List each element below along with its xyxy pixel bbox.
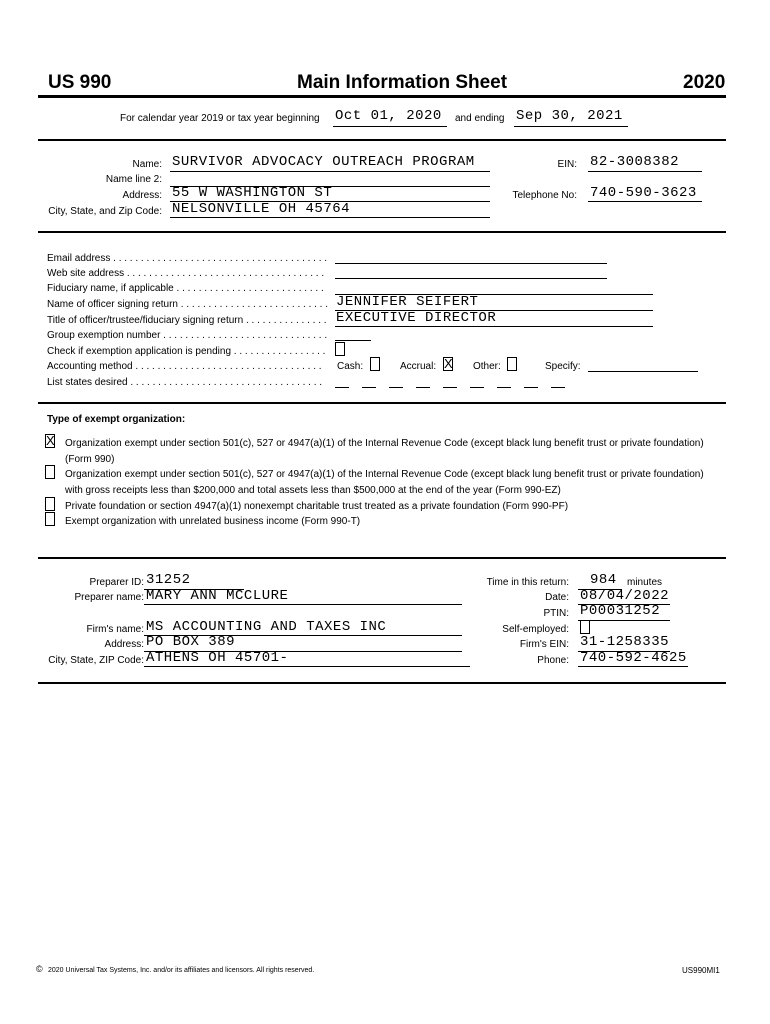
- email-label: Email address . . . . . . . . . . . . . . . . . . . . . . . . . . . . . . . . . . . . . . .: [47, 253, 328, 264]
- ptin-line: [578, 620, 670, 621]
- period-label: For calendar year 2019 or tax year beginning: [120, 113, 320, 124]
- officer-title-line: [335, 326, 653, 327]
- copyright-text: 2020 Universal Tax Systems, Inc. and/or its affiliates and licensors. All rights reserved.: [48, 967, 315, 974]
- other-label: Other:: [473, 361, 501, 372]
- state-slot-9[interactable]: [551, 387, 565, 388]
- firm-csz-label: City, State, ZIP Code:: [48, 655, 144, 666]
- officer-title[interactable]: EXECUTIVE DIRECTOR: [336, 310, 497, 326]
- firm-ein[interactable]: 31-1258335: [580, 634, 670, 650]
- preparer-id-label: Preparer ID:: [89, 577, 144, 588]
- website-label: Web site address . . . . . . . . . . . . . . . . . . . . . . . . . . . . . . . . . . . .: [47, 268, 325, 279]
- form-990ez-text: Organization exempt under section 501(c), 527 or 4947(a)(1) of the Internal Revenue Code (except black lung benefit trust or private foundation): [65, 469, 704, 480]
- state-slot-7[interactable]: [497, 387, 511, 388]
- firm-address[interactable]: PO BOX 389: [146, 634, 236, 650]
- group-exemption-line: [335, 340, 371, 341]
- org-csz[interactable]: NELSONVILLE OH 45764: [172, 201, 351, 217]
- officer-name[interactable]: JENNIFER SEIFERT: [336, 294, 479, 310]
- exempt-heading: Type of exempt organization:: [47, 414, 186, 425]
- pending-label: Check if exemption application is pending . . . . . . . . . . . . . . . . .: [47, 346, 326, 357]
- specify-label: Specify:: [545, 361, 581, 372]
- firm-phone-label: Phone:: [537, 655, 569, 666]
- form-990pf-checkbox[interactable]: [45, 497, 55, 511]
- org-csz-label: City, State, and Zip Code:: [48, 206, 162, 217]
- period-end-line: [514, 126, 628, 127]
- period-end[interactable]: Sep 30, 2021: [516, 108, 623, 124]
- other-checkbox[interactable]: [507, 357, 517, 371]
- firm-address-label: Address:: [104, 639, 144, 650]
- form-990t-text: Exempt organization with unrelated business income (Form 990-T): [65, 516, 361, 527]
- preparer-id[interactable]: 31252: [146, 572, 191, 588]
- copyright-icon: ©: [36, 964, 43, 974]
- state-slot-2[interactable]: [362, 387, 376, 388]
- date-label: Date:: [545, 592, 569, 603]
- specify-line: [588, 371, 698, 372]
- accrual-label: Accrual:: [400, 361, 437, 372]
- state-slot-3[interactable]: [389, 387, 403, 388]
- org-address[interactable]: 55 W WASHINGTON ST: [172, 185, 333, 201]
- firm-csz[interactable]: ATHENS OH 45701-: [146, 650, 289, 666]
- ptin-value[interactable]: P00031252: [580, 603, 661, 619]
- org-name[interactable]: SURVIVOR ADVOCACY OUTREACH PROGRAM: [172, 154, 475, 170]
- states-label: List states desired . . . . . . . . . . . . . . . . . . . . . . . . . . . . . . . . . . .: [47, 377, 323, 388]
- ein-value[interactable]: 82-3008382: [590, 154, 680, 170]
- section-rule-5: [38, 682, 726, 684]
- period-begin[interactable]: Oct 01, 2020: [335, 108, 442, 124]
- firm-name-label: Firm's name:: [86, 624, 144, 635]
- preparer-name-line: [144, 604, 462, 605]
- state-slot-1[interactable]: [335, 387, 349, 388]
- date-value[interactable]: 08/04/2022: [580, 588, 670, 604]
- telephone-label: Telephone No:: [512, 190, 577, 201]
- state-slot-6[interactable]: [470, 387, 484, 388]
- firm-ein-label: Firm's EIN:: [519, 639, 569, 650]
- firm-phone-line: [578, 666, 688, 667]
- website-line: [335, 278, 607, 279]
- fiduciary-label: Fiduciary name, if applicable . . . . . . . . . . . . . . . . . . . . . . . . . . .: [47, 283, 324, 294]
- telephone-value[interactable]: 740-590-3623: [590, 185, 697, 201]
- state-slot-4[interactable]: [416, 387, 430, 388]
- cash-label: Cash:: [337, 361, 364, 372]
- tax-year: 2020: [683, 72, 726, 93]
- form-990ez-text-2: with gross receipts less than $200,000 and total assets less than $500,000 at the end of the year (Form 990-EZ): [65, 485, 561, 496]
- time-value[interactable]: 984: [590, 572, 617, 588]
- accounting-label: Accounting method . . . . . . . . . . . . . . . . . . . . . . . . . . . . . . . . . .: [47, 361, 322, 372]
- org-name-line: [170, 171, 490, 172]
- section-rule-4: [38, 557, 726, 559]
- time-label: Time in this return:: [486, 577, 569, 588]
- form-990-checkbox[interactable]: X: [46, 433, 55, 448]
- org-name-label: Name:: [132, 159, 162, 170]
- org-address-label: Address:: [122, 190, 162, 201]
- self-employed-checkbox[interactable]: [580, 620, 590, 634]
- form-990-text-2: (Form 990): [65, 454, 115, 465]
- ending-label: and ending: [455, 113, 505, 124]
- form-number: US 990: [48, 72, 112, 93]
- firm-name[interactable]: MS ACCOUNTING AND TAXES INC: [146, 619, 387, 635]
- state-slot-8[interactable]: [524, 387, 538, 388]
- preparer-name-label: Preparer name:: [74, 592, 144, 603]
- form-code: US990MI1: [682, 966, 720, 975]
- section-rule-3: [38, 402, 726, 404]
- email-line: [335, 263, 607, 264]
- state-slot-5[interactable]: [443, 387, 457, 388]
- page-title: Main Information Sheet: [297, 72, 508, 93]
- officer-label: Name of officer signing return . . . . . . . . . . . . . . . . . . . . . . . . . . .: [47, 299, 329, 310]
- period-begin-line: [333, 126, 447, 127]
- officer-title-label: Title of officer/trustee/fiduciary signing return . . . . . . . . . . . . . . .: [47, 315, 327, 326]
- form-990t-checkbox[interactable]: [45, 512, 55, 526]
- ptin-label: PTIN:: [543, 608, 569, 619]
- pending-checkbox[interactable]: [335, 342, 345, 356]
- org-csz-line: [170, 217, 490, 218]
- telephone-line: [588, 201, 702, 202]
- form-990pf-text: Private foundation or section 4947(a)(1) nonexempt charitable trust treated as a private foundation (Form 990-PF): [65, 501, 569, 512]
- section-rule-1: [38, 139, 726, 141]
- accrual-checkbox[interactable]: X: [444, 356, 453, 371]
- section-rule-2: [38, 231, 726, 233]
- group-exemption-label: Group exemption number . . . . . . . . . . . . . . . . . . . . . . . . . . . . . .: [47, 330, 328, 341]
- ein-line: [588, 171, 702, 172]
- firm-csz-line: [144, 666, 470, 667]
- preparer-name[interactable]: MARY ANN MCCLURE: [146, 588, 289, 604]
- header-rule: [38, 95, 726, 98]
- form-990-text: Organization exempt under section 501(c), 527 or 4947(a)(1) of the Internal Revenue Code (except black lung benefit trust or private foundation): [65, 438, 704, 449]
- self-employed-label: Self-employed:: [502, 624, 569, 635]
- ein-label: EIN:: [557, 159, 577, 170]
- cash-checkbox[interactable]: [370, 357, 380, 371]
- firm-phone[interactable]: 740-592-4625: [580, 650, 687, 666]
- minutes-label: minutes: [627, 577, 663, 588]
- form-990ez-checkbox[interactable]: [45, 465, 55, 479]
- org-name2-label: Name line 2:: [105, 174, 162, 185]
